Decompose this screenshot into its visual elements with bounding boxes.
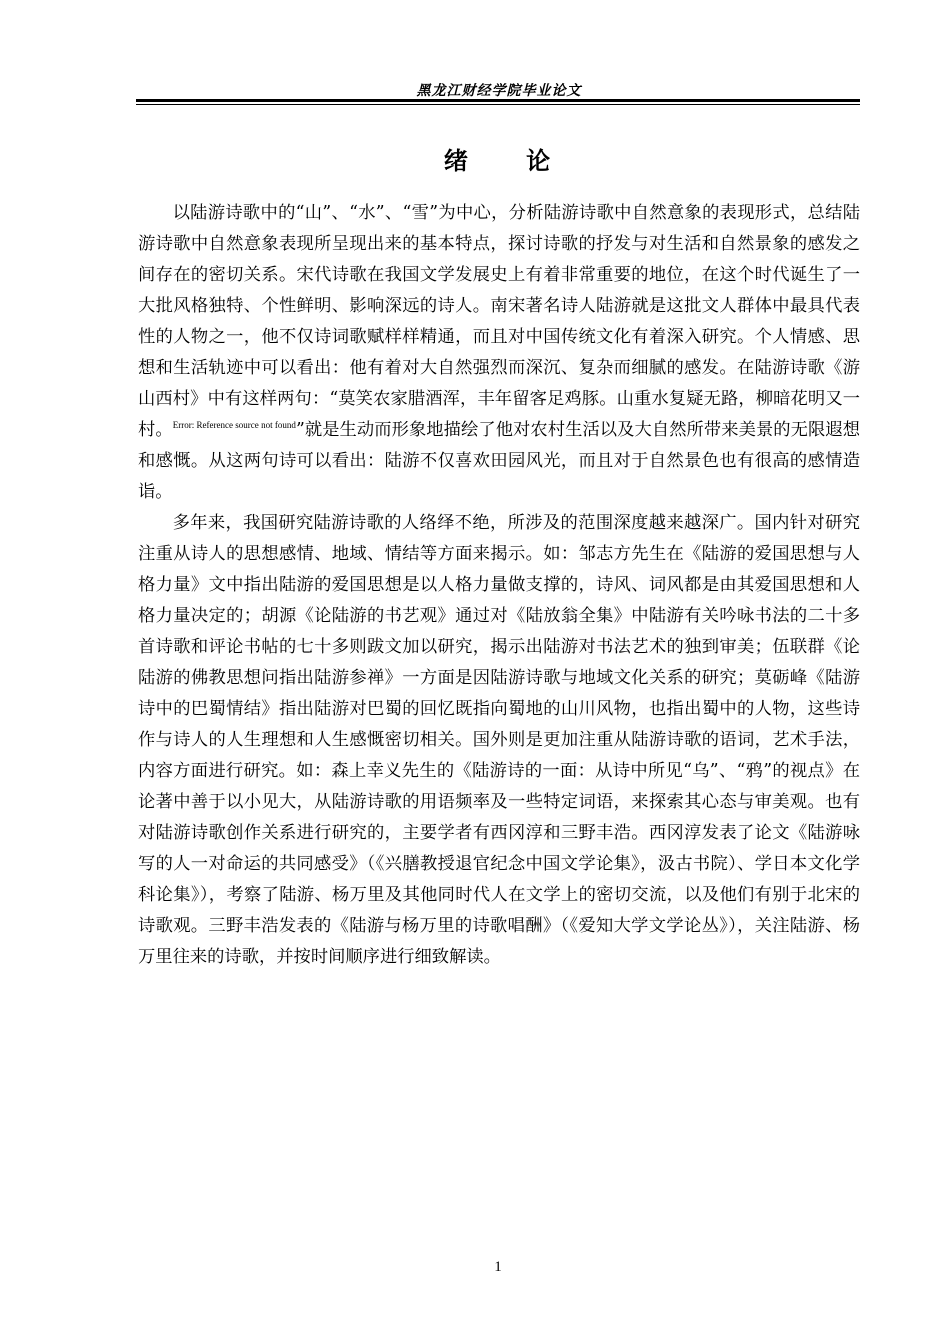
- header-rule-thick: [136, 99, 860, 102]
- body-text: [138, 198, 860, 973]
- paragraph-1: [138, 198, 860, 508]
- paragraph-2: 多年来，我国研究陆游诗歌的人络绎不绝，所涉及的范围深度越来越深广。国内针对研究注重从诗人的思想感情、地域、情结等方面来揭示。如：邹志方先生在《陆游的爱国思想与人格力量》文中指出陆游的爱国思想是以人格力量做支撑的，诗风、词风都是由其爱国思想和人格力量决定的；胡源《论陆游的书艺观》通过对《陆放翁全集》中陆游有关吟咏书法的二十多首诗歌和评论书帖的七十多则跋文加以研究，揭示出陆游对书法艺术的独到审美；伍联群《论陆游的佛教思想问指出陆游参禅》一方面是因陆游诗歌与地域文化关系的研究；莫砺峰《陆游诗中的巴蜀情结》指出陆游对巴蜀的回忆既指向蜀地的山川风物，也指出蜀中的人物，这些诗作与诗人的人生理想和人生感慨密切相关。国外则是更加注重从陆游诗歌的语词，艺术手法，内容方面进行研究。如：森上幸义先生的《陆游诗的一面：从诗中所见“乌”、“鸦”的视点》在论著中善于以小见大，从陆游诗歌的用语频率及一些特定词语，来探索其心态与审美观。也有对陆游诗歌创作关系进行研究的，主要学者有西冈淳和三野丰浩。西冈淳发表了论文《陆游咏写的人一对命运的共同感受》（《兴膳教授退官纪念中国文学论集》，汲古书院）、学日本文化学科论集》），考察了陆游、杨万里及其他同时代人在文学上的密切交流，以及他们有别于北宋的诗歌观。三野丰浩发表的《陆游与杨万里的诗歌唱酬》（《爱知大学文学论丛》），关注陆游、杨万里往来的诗歌，并按时间顺序进行细致解读。: [138, 513, 860, 967]
- reference-error-note: Error: Reference source not found: [172, 420, 296, 431]
- running-header: 黑龙江财经学院毕业论文: [416, 83, 582, 99]
- header-rule-thin: [136, 104, 860, 105]
- paragraph-1-text-b: ”就是生动而形象地描绘了他对农村生活以及大自然所带来美景的无限遐想和感慨。从这两句诗可以看出：陆游不仅喜欢田园风光，而且对于自然景色也有很高的感情造诣。: [138, 420, 860, 502]
- paragraph-1-text-a: 以陆游诗歌中的“山”、“水”、“雪”为中心，分析陆游诗歌中自然意象的表现形式，总结陆游诗歌中自然意象表现所呈现出来的基本特点，探讨诗歌的抒发与对生活和自然景象的感发之间存在的密切关系。宋代诗歌在我国文学发展史上有着非常重要的地位，在这个时代诞生了一大批风格独特、个性鲜明、影响深远的诗人。南宋著名诗人陆游就是这批文人群体中最具代表性的人物之一，他不仅诗词歌赋样样精通，而且对中国传统文化有着深入研究。个人情感、思想和生活轨迹中可以看出：他有着对大自然强烈而深沉、复杂而细腻的感发。在陆游诗歌《游山西村》中有这样两句：“莫笑农家腊酒浑，丰年留客足鸡豚。山重水复疑无路，柳暗花明又一村。: [138, 203, 860, 440]
- page-number: 1: [494, 1259, 502, 1275]
- section-title: 绪 论: [443, 147, 553, 175]
